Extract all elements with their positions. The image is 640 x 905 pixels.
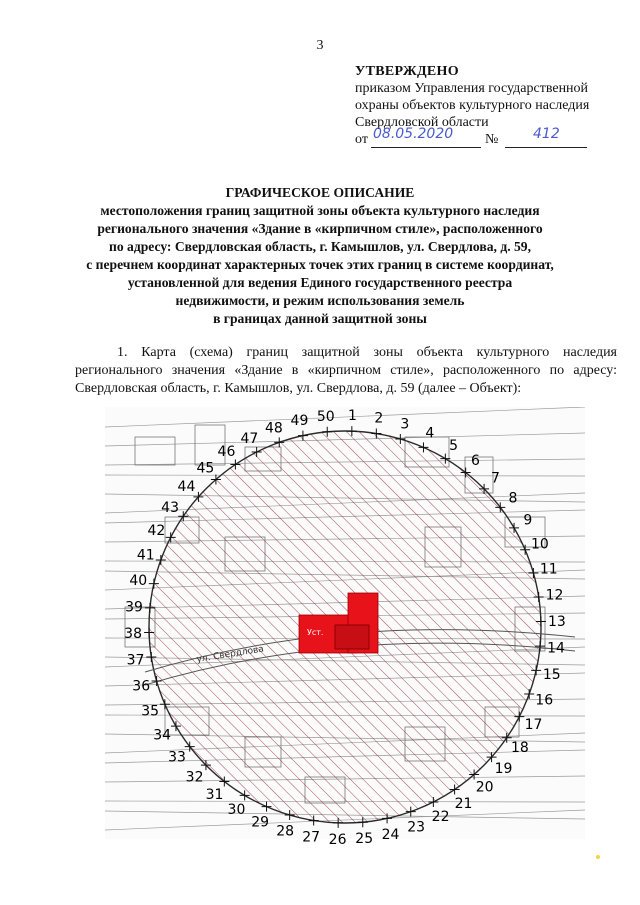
boundary-point-label: 30	[227, 802, 246, 819]
stamp-dot	[596, 855, 600, 859]
boundary-point-label: 15	[542, 666, 561, 683]
boundary-point-label: 49	[290, 412, 309, 429]
boundary-point-label: 22	[431, 809, 450, 826]
boundary-point-label: 5	[449, 437, 459, 454]
boundary-point-label: 35	[141, 703, 160, 720]
approval-line: охраны объектов культурного наследия	[355, 98, 590, 113]
boundary-point-label: 14	[547, 640, 565, 657]
boundary-point-label: 13	[548, 614, 566, 631]
boundary-point-label: 23	[407, 819, 426, 836]
boundary-point-label: 40	[129, 573, 148, 590]
boundary-point-label: 24	[381, 827, 400, 844]
boundary-point-label: 2	[374, 410, 384, 427]
approval-line: приказом Управления государственной	[355, 81, 589, 96]
boundary-point-label: 19	[494, 760, 513, 777]
boundary-point-label: 18	[511, 739, 529, 756]
handwritten-number: 412	[533, 126, 560, 142]
paragraph-line: регионального значения «Здание в «кирпичном стиле», расположенного по адресу:	[75, 363, 617, 378]
title-line: ГРАФИЧЕСКОЕ ОПИСАНИЕ	[225, 185, 415, 200]
boundary-point-label: 39	[125, 599, 143, 616]
boundary-point-label: 21	[454, 795, 473, 812]
boundary-point-label: 12	[545, 587, 564, 604]
boundary-point-label: 29	[251, 814, 270, 831]
paragraph-line: Свердловская область, г. Камышлов, ул. Свердлова, д. 59 (далее – Объект):	[75, 381, 522, 396]
boundary-point-label: 44	[177, 479, 196, 496]
approval-line: Свердловской области	[355, 115, 489, 130]
title-line: с перечнем координат характерных точек этих границ в системе координат,	[86, 257, 554, 272]
boundary-point-label: 50	[316, 408, 335, 425]
boundary-point-label: 26	[328, 831, 347, 848]
paragraph-line: 1. Карта (схема) границ защитной зоны объекта культурного наследия	[117, 345, 617, 360]
approval-date-line	[355, 126, 589, 149]
boundary-point-label: 32	[185, 769, 204, 786]
boundary-point-label: 3	[400, 416, 410, 433]
boundary-point-label: 1	[347, 408, 357, 425]
approval-block	[355, 63, 589, 149]
boundary-point-label: 28	[276, 823, 295, 840]
number-underline	[505, 147, 587, 148]
boundary-point-label: 16	[535, 692, 554, 709]
boundary-point-label: 4	[425, 425, 435, 442]
boundary-point-label: 48	[264, 420, 283, 437]
page-number: 3	[316, 38, 324, 53]
zone-map-svg	[105, 407, 585, 848]
boundary-point-label: 25	[355, 831, 374, 848]
approval-heading: УТВЕРЖДЕНО	[355, 64, 459, 79]
boundary-point-label: 43	[161, 500, 179, 517]
boundary-point-label: 46	[217, 444, 236, 461]
boundary-point-label: 7	[490, 470, 500, 487]
boundary-point-label: 8	[508, 490, 518, 507]
boundary-point-label: 17	[524, 716, 543, 733]
boundary-point-label: 31	[205, 787, 224, 804]
boundary-point-label: 41	[136, 547, 155, 564]
street-label: ул. Свердлова	[195, 644, 265, 665]
document-title	[0, 184, 640, 328]
boundary-point-label: 27	[302, 829, 321, 846]
boundary-point-label: 37	[126, 652, 145, 669]
boundary-point-label: 47	[240, 430, 259, 447]
boundary-point-label: 45	[196, 460, 215, 477]
zone-map	[105, 407, 585, 848]
building-label: Уст.	[307, 628, 324, 637]
title-line: местоположения границ защитной зоны объекта культурного наследия	[100, 203, 540, 218]
title-line: установленной для ведения Единого государственного реестра	[127, 275, 513, 290]
boundary-point-label: 34	[153, 727, 172, 744]
title-line: недвижимости, и режим использования земель	[175, 293, 465, 308]
number-prefix: №	[485, 132, 499, 147]
title-line: в границах данной защитной зоны	[213, 311, 427, 326]
boundary-point-label: 11	[539, 561, 558, 578]
boundary-point-label: 42	[147, 523, 166, 540]
boundary-point-label: 36	[132, 678, 151, 695]
handwritten-date: 08.05.2020	[373, 126, 454, 142]
boundary-point-label: 10	[530, 536, 549, 553]
date-prefix: от	[355, 132, 368, 147]
boundary-point-label: 20	[475, 779, 494, 796]
map-caption-paragraph	[75, 344, 617, 398]
boundary-point-label: 33	[168, 749, 186, 766]
date-underline	[371, 147, 481, 148]
title-line: по адресу: Свердловская область, г. Камышлов, ул. Свердлова, д. 59,	[109, 239, 531, 254]
title-line: регионального значения «Здание в «кирпичном стиле», расположенного	[97, 221, 543, 236]
boundary-point-label: 38	[124, 625, 142, 642]
boundary-point-label: 9	[523, 512, 533, 529]
boundary-point-label: 6	[471, 452, 480, 469]
